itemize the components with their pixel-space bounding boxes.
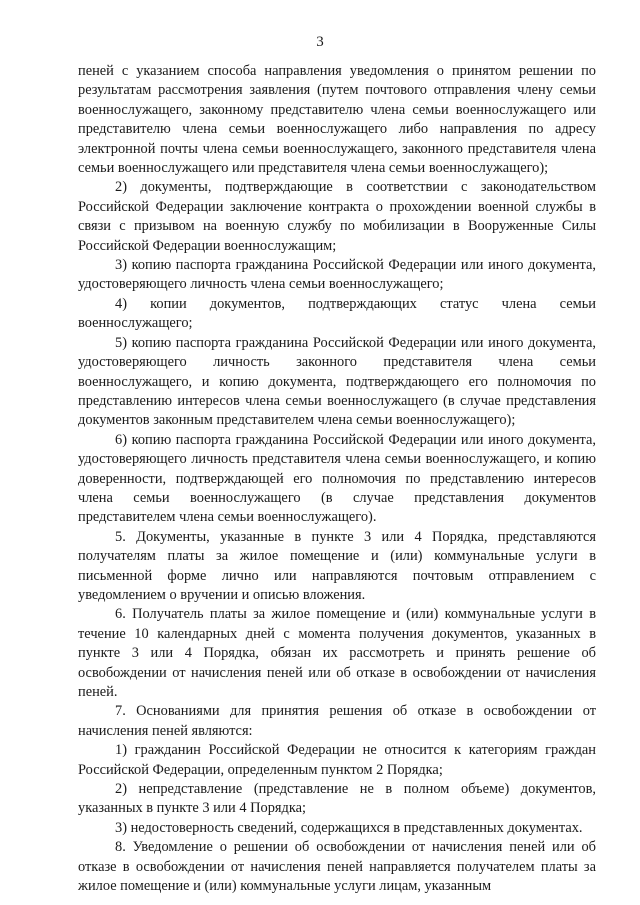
paragraph-item-5-legal-representative: 5) копию паспорта гражданина Российской Федерации или иного документа, удостоверяющего личность законного представителя члена семьи военнослужащего, и копию документа, подтверждающего его полномочия по представлению интересов члена семьи военнослужащего (в случае представления документов законным представителем члена семьи военнослужащего); bbox=[78, 334, 596, 429]
paragraph-clause-5: 5. Документы, указанные в пункте 3 или 4 Порядка, представляются получателям платы за жилое помещение и (или) коммунальные услуги в письменной форме лично или направляются почтовым отправлением с уведомлением о вручении и описью вложения. bbox=[78, 528, 596, 603]
paragraph-item-4-status-documents: 4) копии документов, подтверждающих статус члена семьи военнослужащего; bbox=[78, 295, 596, 332]
page-number: 3 bbox=[316, 34, 324, 50]
paragraph-clause-8: 8. Уведомление о решении об освобождении от начисления пеней или об отказе в освобождении от начисления пеней направляется получателем платы за жилое помещение и (или) коммунальные услуги лицам, указанным bbox=[78, 839, 596, 895]
paragraph-clause-6: 6. Получатель платы за жилое помещение и (или) коммунальные услуги в течение 10 календарных дней с момента получения документов, указанных в пункте 3 или 4 Порядка, обязан их рассмотреть и принять решение об освобождении от начисления пеней или об отказе в освобождении от начисления пеней. bbox=[78, 606, 596, 700]
paragraph-item-6-representative: 6) копию паспорта гражданина Российской Федерации или иного документа, удостоверяющего личность представителя члена семьи военнослужащего, и копию доверенности, подтверждающей его полномочия по представлению интересов члена семьи военнослужащего (в случае представления документов представителем члена семьи военнослужащего). bbox=[78, 431, 596, 526]
paragraph-refusal-ground-2: 2) непредставление (представление не в полном объеме) документов, указанных в пункте 3 или 4 Порядка; bbox=[78, 781, 596, 817]
paragraph-item-2-contract-documents: 2) документы, подтверждающие в соответствии с законодательством Российской Федерации заключение контракта о прохождении военной службы в связи с призывом на военную службу по мобилизации в Вооруженные Силы Российской Федерации военнослужащим; bbox=[78, 179, 596, 254]
paragraph-refusal-ground-3: 3) недостоверность сведений, содержащихся в представленных документах. bbox=[115, 819, 583, 836]
document-body bbox=[78, 62, 596, 896]
paragraph-continuation: пеней с указанием способа направления уведомления о принятом решении по результатам рассмотрения заявления (путем почтового отправления члену семьи военнослужащего, законному представителю члена семьи военнослужащего или представителю члена семьи военнослужащего либо направления по адресу электронной почты члена семьи военнослужащего, законного представителя члена семьи военнослужащего или представителя члена семьи военнослужащего); bbox=[78, 63, 596, 177]
paragraph-refusal-ground-1: 1) гражданин Российской Федерации не относится к категориям граждан Российской Федерации, определенным пунктом 2 Порядка; bbox=[78, 742, 596, 778]
paragraph-item-3-family-member-passport: 3) копию паспорта гражданина Российской Федерации или иного документа, удостоверяющего личность члена семьи военнослужащего; bbox=[78, 257, 596, 293]
paragraph-clause-7: 7. Основаниями для принятия решения об отказе в освобождении от начисления пеней являются: bbox=[78, 703, 596, 739]
